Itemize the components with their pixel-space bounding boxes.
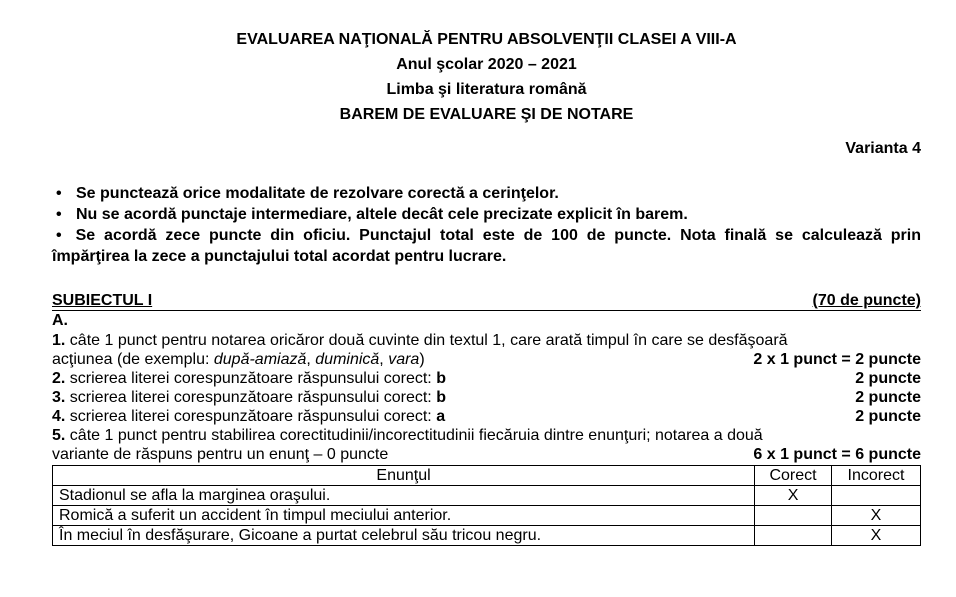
rule-item: • Se acordă zece puncte din oficiu. Punctajul total este de 100 de puncte. Nota finală se calculează prin împărţirea la zece a punctajului total acordat pentru lucrare. xyxy=(52,227,921,265)
item-5: 5. câte 1 punct pentru stabilirea corectitudinii/incorectitudinii fiecăruia dintre enunţuri; notarea a două variante de răspuns pentru un enunţ – 0 puncte 6 x 1 punct = 6 puncte xyxy=(52,427,921,463)
section-label: A. xyxy=(52,312,68,329)
exam-title: EVALUAREA NAŢIONALĂ PENTRU ABSOLVENŢII CLASEI A VIII-A xyxy=(236,31,737,48)
subject-points: (70 de puncte) xyxy=(812,292,921,309)
table-row: Romică a suferit un accident în timpul meciului anterior. X xyxy=(53,506,921,526)
document-title: BAREM DE EVALUARE ŞI DE NOTARE xyxy=(339,106,634,123)
bullet-icon: • xyxy=(56,206,62,223)
scoring-items xyxy=(52,331,921,464)
item-points: 2 puncte xyxy=(855,389,921,406)
statements-table xyxy=(52,465,921,546)
item-points: 6 x 1 punct = 6 puncte xyxy=(753,446,921,463)
school-year: Anul şcolar 2020 – 2021 xyxy=(396,56,577,73)
item-4: 4. scrierea literei corespunzătoare răspunsului corect: a 2 puncte xyxy=(52,408,921,425)
variant-label: Varianta 4 xyxy=(845,140,921,157)
subject-name: Limba şi literatura română xyxy=(386,81,587,98)
subject-title: SUBIECTUL I xyxy=(52,292,153,309)
general-rules xyxy=(52,183,921,267)
item-points: 2 puncte xyxy=(855,370,921,387)
item-2: 2. scrierea literei corespunzătoare răspunsului corect: b 2 puncte xyxy=(52,370,921,387)
bullet-icon: • xyxy=(56,185,62,202)
item-points: 2 puncte xyxy=(855,408,921,425)
bullet-icon: • xyxy=(56,227,62,244)
item-1: 1. câte 1 punct pentru notarea oricăror două cuvinte din textul 1, care arată timpul în care se desfăşoară acţiunea (de exemplu: după-amiază, duminică, vara) 2 x 1 punct = 2 puncte xyxy=(52,332,921,368)
table-row: În meciul în desfăşurare, Gicoane a purtat celebrul său tricou negru. X xyxy=(53,526,921,546)
item-3: 3. scrierea literei corespunzătoare răspunsului corect: b 2 puncte xyxy=(52,389,921,406)
subject-heading xyxy=(52,291,921,311)
rule-item: • Nu se acordă punctaje intermediare, altele decât cele precizate explicit în barem. xyxy=(56,206,688,223)
item-points: 2 x 1 punct = 2 puncte xyxy=(753,351,921,368)
table-header-row xyxy=(53,466,921,486)
rule-item: • Se punctează orice modalitate de rezolvare corectă a cerinţelor. xyxy=(56,185,559,202)
column-header: Incorect xyxy=(832,466,921,486)
table-row: Stadionul se afla la marginea oraşului. X xyxy=(53,486,921,506)
column-header: Enunţul xyxy=(53,466,755,486)
column-header: Corect xyxy=(755,466,832,486)
document-page xyxy=(52,0,921,546)
